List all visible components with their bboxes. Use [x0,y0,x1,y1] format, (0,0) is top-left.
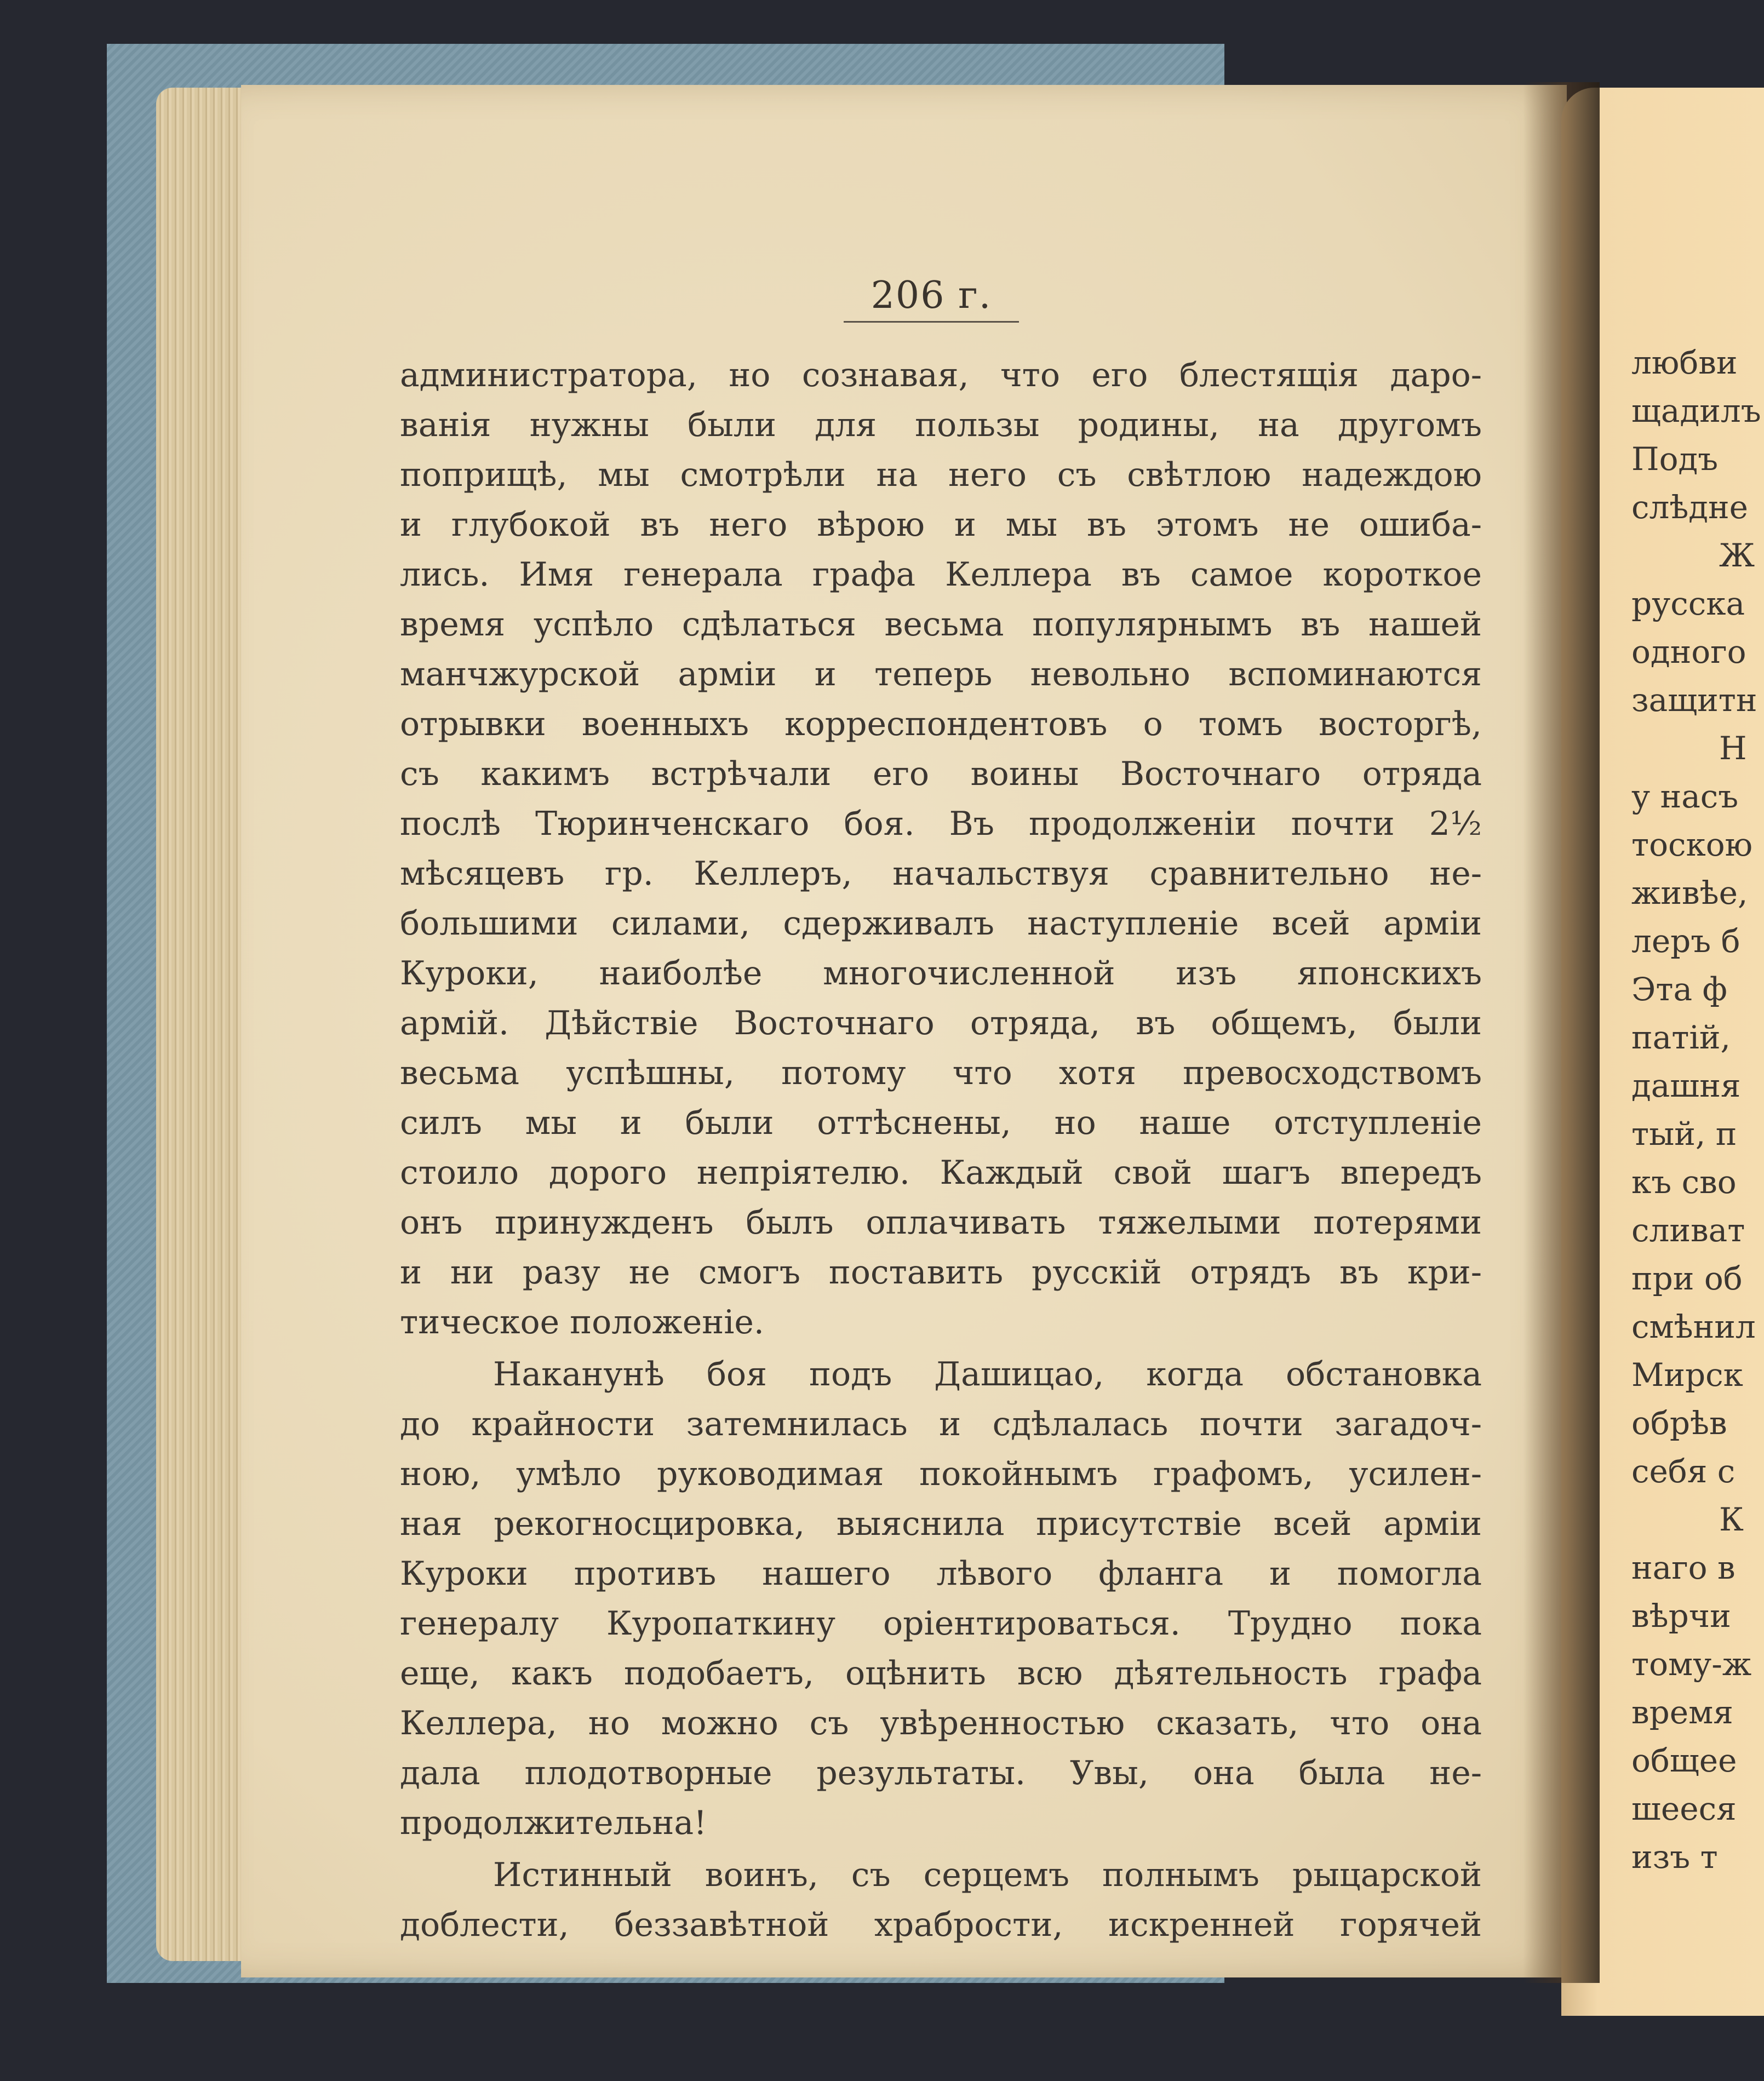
text-line: Куроки, наиболѣе многочисленной изъ японскихъ [400,954,1482,993]
text-line: послѣ Тюринченскаго боя. Въ продолженіи почти 2½ [400,805,1482,843]
text-line: любви [1631,344,1738,381]
text-line: тому-ж [1631,1646,1752,1683]
text-line: у насъ [1631,778,1739,815]
text-line: дала плодотворные результаты. Увы, она была не- [400,1754,1482,1792]
text-line: тый, п [1631,1115,1737,1153]
text-line: одного [1631,633,1746,670]
text-line: Куроки противъ нашего лѣвого фланга и помогла [400,1555,1482,1593]
text-line: къ сво [1631,1163,1737,1201]
text-line: Келлера, но можно съ увѣренностью сказать, что она [400,1704,1482,1742]
text-line: ванія нужны были для пользы родины, на другомъ [400,406,1482,444]
text-line: доблести, беззавѣтной храбрости, искренней горячей [400,1906,1482,1944]
text-line: наго в [1631,1549,1736,1586]
text-line: силъ мы и были оттѣснены, но наше отступленіе [400,1104,1482,1142]
text-line: поприщѣ, мы смотрѣли на него съ свѣтлою надеждою [400,456,1482,494]
text-line: Истинный воинъ, съ серцемъ полнымъ рыцарской [493,1856,1482,1894]
text-line: Н [1719,730,1747,767]
text-line: и глубокой въ него вѣрою и мы въ этомъ не ошиба- [400,506,1482,544]
text-line: живѣе, [1631,874,1748,911]
text-line: время [1631,1694,1733,1731]
book-gutter [1523,82,1600,1983]
text-line: продолжительна! [400,1804,707,1842]
text-line: шееся [1631,1790,1737,1827]
text-line: Эта ф [1631,971,1727,1008]
text-line: вѣрчи [1631,1597,1731,1635]
text-line: отрывки военныхъ корреспондентовъ о томъ восторгѣ, [400,705,1482,743]
text-line: лись. Имя генерала графа Келлера въ самое короткое [400,555,1482,594]
text-line: армій. Дѣйствіе Восточнаго отряда, въ общемъ, были [400,1004,1482,1042]
text-line: манчжурской арміи и теперь невольно вспоминаются [400,655,1482,693]
text-line: стоило дорого непріятелю. Каждый свой шагъ впередъ [400,1154,1482,1192]
text-line: себя с [1631,1453,1736,1490]
text-line: съ какимъ встрѣчали его воины Восточнаго отряда [400,755,1482,793]
text-line: леръ б [1631,922,1740,960]
page-header: 206 г. [870,274,992,317]
text-line: слѣдне [1631,489,1748,526]
text-line: генералу Куропаткину оріентироваться. Трудно пока [400,1604,1482,1643]
text-line: и ни разу не смогъ поставить русскій отрядъ въ кри- [400,1253,1482,1292]
text-line: большими силами, сдерживалъ наступленіе всей арміи [400,904,1482,943]
text-line: дашня [1631,1067,1741,1104]
text-line: онъ принужденъ былъ оплачивать тяжелыми потерями [400,1203,1482,1242]
text-line: тическое положеніе. [400,1303,764,1342]
text-line: смѣнил [1631,1308,1756,1345]
text-line: патій, [1631,1019,1731,1056]
text-line: до крайности затемнилась и сдѣлалась почти загадоч- [400,1405,1482,1443]
text-line: изъ т [1631,1838,1718,1876]
text-line: Ж [1719,537,1755,574]
text-line: мѣсяцевъ гр. Келлеръ, начальствуя сравнительно не- [400,855,1482,893]
text-line: время успѣло сдѣлаться весьма популярнымъ въ нашей [400,605,1482,644]
text-line: защитн [1631,681,1757,719]
text-line: Наканунѣ боя подъ Дашицао, когда обстановка [493,1355,1482,1394]
text-line: щадилъ [1631,392,1761,429]
text-line: весьма успѣшны, потому что хотя превосходствомъ [400,1054,1482,1092]
left-page-text [400,351,1482,1950]
text-line: сливат [1631,1212,1745,1249]
text-line: ною, умѣло руководимая покойнымъ графомъ, усилен- [400,1455,1482,1493]
text-line: еще, какъ подобаетъ, оцѣнить всю дѣятельность графа [400,1654,1482,1693]
text-line: администратора, но сознавая, что его блестящія даро- [400,356,1482,394]
text-line: обрѣв [1631,1404,1727,1442]
text-line: ная рекогносцировка, выяснила присутствіе всей арміи [400,1505,1482,1543]
text-line: тоскою [1631,826,1753,863]
text-line: Подъ [1631,440,1719,478]
text-line: общее [1631,1742,1737,1779]
right-page-text [1631,339,1764,1881]
header-rule [844,321,1019,323]
text-line: К [1719,1501,1744,1538]
text-line: при об [1631,1260,1743,1297]
text-line: Мирск [1631,1356,1743,1394]
text-line: русска [1631,585,1745,622]
